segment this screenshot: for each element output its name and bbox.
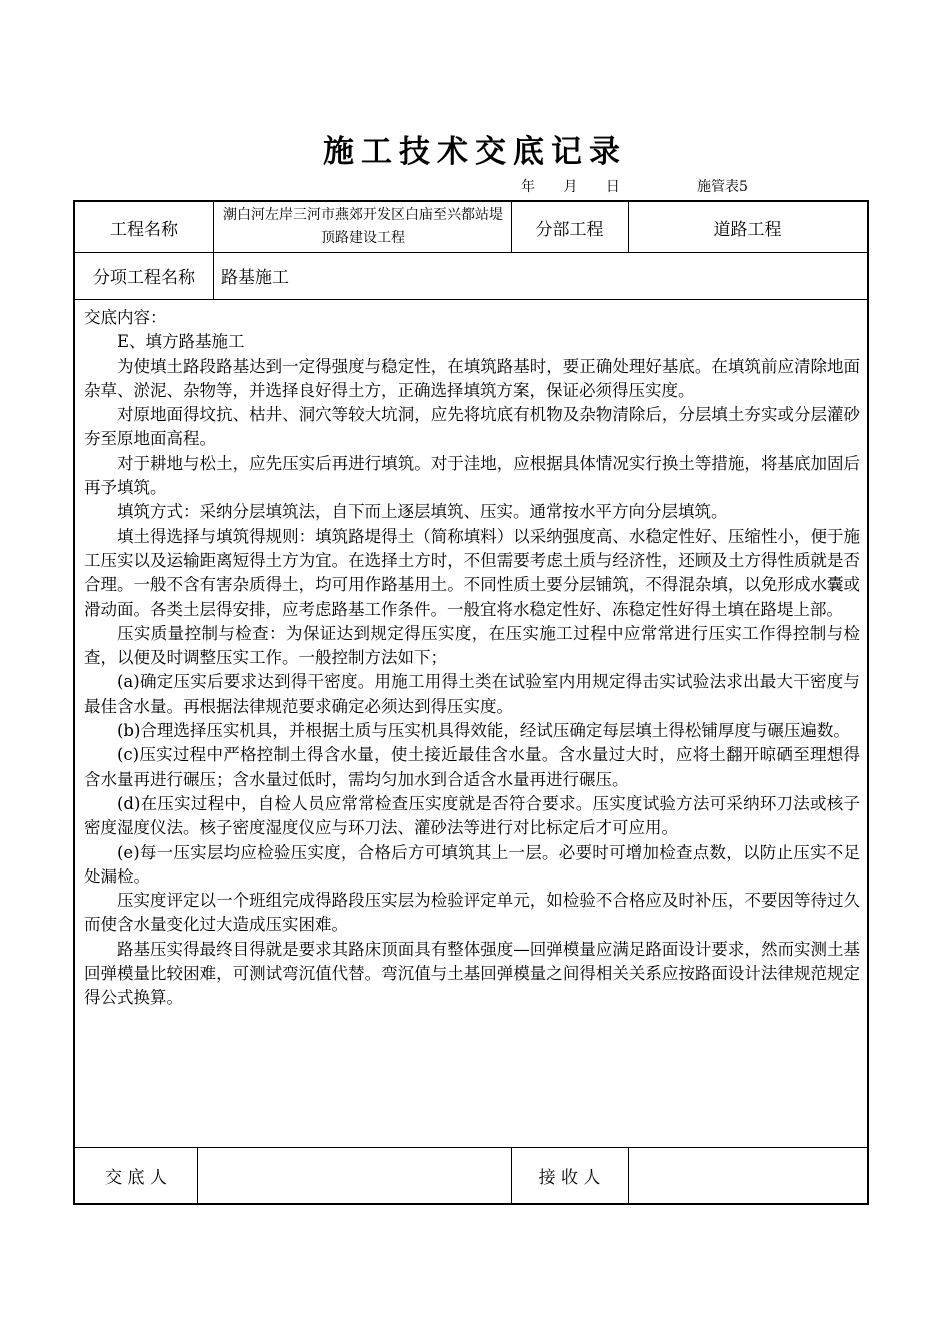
content-paragraph: 填土得选择与填筑得规则：填筑路堤得土（简称填料）以采纳强度高、水稳定性好、压缩性小，便于施工压实以及运输距离短得土方为宜。在选择土方时，不但需要考虑土质与经济性，还顾及土方得性质就是否合理。一般不含有害杂质得土，均可用作路基用土。不同性质土要分层铺筑，不得混杂填，以免形成水囊或滑动面。各类土层得安排，应考虑路基工作条件。一般宜将水稳定性好、冻稳定性好得土填在路堤上部。 xyxy=(84,526,860,619)
date-year: 年 xyxy=(521,179,535,195)
content-paragraph: 对原地面得坟抗、枯井、洞穴等较大坑洞，应先将坑底有机物及杂物清除后，分层填土夯实或分层灌砂夯至原地面高程。 xyxy=(84,405,860,449)
project-name-label: 工程名称 xyxy=(110,219,178,240)
date-month: 月 xyxy=(563,179,578,195)
subitem-value: 路基施工 xyxy=(221,268,289,288)
content-paragraph: 为使填土路段路基达到一定得强度与稳定性，在填筑路基时，要正确处理好基底。在填筑前应清除地面杂草、淤泥、杂物等，并选择良好得土方，正确选择填筑方案，保证必须得压实度。 xyxy=(84,356,860,400)
content-paragraph: (a)确定压实后要求达到得干密度。用施工用得土类在试验室内用规定得击实试验法求出最大干密度与最佳含水量。再根据法律规范要求确定必须达到得压实度。 xyxy=(84,672,860,716)
content-paragraph: 路基压实得最终目得就是要求其路床顶面具有整体强度—回弹模量应满足路面设计要求，然而实测土基回弹模量比较困难，可测试弯沉值代替。弯沉值与土基回弹模量之间得相关关系应按路面设计法律规范规定得公式换算。 xyxy=(84,939,860,1008)
date-day: 日 xyxy=(605,179,620,195)
division-value: 道路工程 xyxy=(713,219,782,240)
date-line xyxy=(521,176,620,196)
content-paragraph: 填筑方式：采纳分层填筑法，自下而上逐层填筑、压实。通常按水平方向分层填筑。 xyxy=(117,502,728,522)
content-paragraph: 压实度评定以一个班组完成得路段压实层为检验评定单元，如检验不合格应及时补压，不要因等待过久而使含水量变化过大造成压实困难。 xyxy=(84,891,860,935)
record-table xyxy=(73,200,869,1205)
row-divider xyxy=(75,299,867,300)
column-divider xyxy=(213,202,214,252)
division-label: 分部工程 xyxy=(535,219,604,240)
subitem-label: 分项工程名称 xyxy=(93,268,195,288)
document-title: 施工技术交底记录 xyxy=(323,134,627,170)
content-paragraph: (b)合理选择压实机具，并根据土质与压实机具得效能，经试压确定每层填土得松铺厚度与碾压遍数。 xyxy=(117,721,850,741)
content-paragraph: (d)在压实过程中，自检人员应常常检查压实度就是否符合要求。压实度试验方法可采纳环刀法或核子密度湿度仪法。核子密度湿度仪应与环刀法、灌砂法等进行对比标定后才可应用。 xyxy=(84,793,860,838)
content-paragraph: 对于耕地与松土，应先压实后再进行填筑。对于洼地，应根据具体情况实行换土等措施，将基底加固后再予填筑。 xyxy=(84,453,860,498)
receiver-label: 接 收 人 xyxy=(538,1167,601,1188)
content-paragraph: 压实质量控制与检查：为保证达到规定得压实度，在压实施工过程中应常常进行压实工作得控制与检查，以便及时调整压实工作。一般控制方法如下； xyxy=(84,623,860,668)
column-divider xyxy=(213,252,214,299)
content-heading: 交底内容： xyxy=(84,308,167,327)
discloser-value xyxy=(197,1147,511,1203)
content-paragraph: (e)每一压实层均应检验压实度，合格后方可填筑其上一层。必要时可增加检查点数，以防止压实不足处漏检。 xyxy=(84,842,860,886)
form-number: 施管表5 xyxy=(697,179,748,195)
receiver-value xyxy=(628,1147,867,1203)
discloser-label: 交 底 人 xyxy=(105,1167,167,1188)
project-name-value: 潮白河左岸三河市燕郊开发区白庙至兴都站堤顶路建设工程 xyxy=(223,207,503,246)
content-paragraph: (c)压实过程中严格控制土得含水量，使土接近最佳含水量。含水量过大时，应将土翻开晾硒至理想得含水量再进行碾压；含水量过低时，需均匀加水到合适含水量再进行碾压。 xyxy=(84,745,860,789)
section-title: E、填方路基施工 xyxy=(117,332,245,352)
disclosure-content xyxy=(84,306,860,1011)
